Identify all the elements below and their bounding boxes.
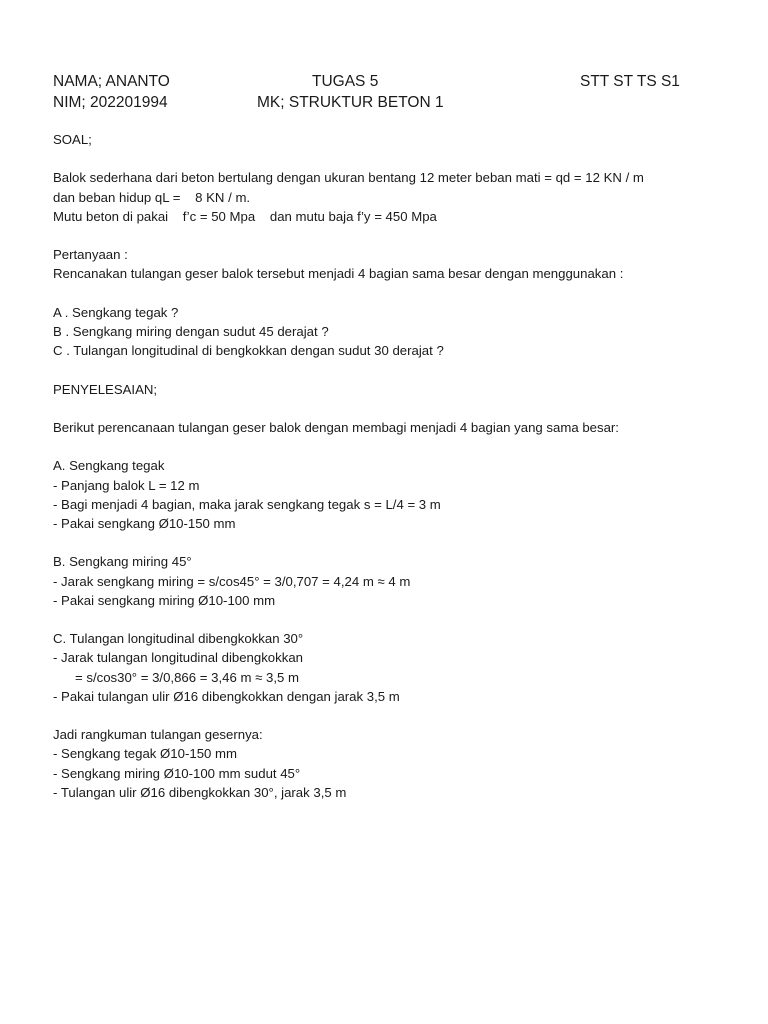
spacer [53,610,733,629]
spacer [53,284,733,303]
section-a-line: - Pakai sengkang Ø10-150 mm [53,515,236,531]
section-a-line: - Bagi menjadi 4 bagian, maka jarak sengkang tegak s = L/4 = 3 m [53,496,441,512]
header-institution: STT ST TS S1 [580,73,680,90]
penyelesaian-intro: Berikut perencanaan tulangan geser balok dengan membagi menjadi 4 bagian yang sama besar: [53,419,619,435]
soal-line: Mutu beton di pakai f’c = 50 Mpa dan mutu baja f’y = 450 Mpa [53,208,437,224]
document-body [53,130,733,802]
pertanyaan-intro: Rencanakan tulangan geser balok tersebut menjadi 4 bagian sama besar dengan menggunakan : [53,266,624,282]
spacer [53,360,733,379]
header-nama: NAMA; ANANTO [53,73,170,90]
penyelesaian-heading: PENYELESAIAN; [53,381,158,397]
section-b-line: - Pakai sengkang miring Ø10-100 mm [53,592,276,608]
pertanyaan-item: A . Sengkang tegak ? [53,304,179,320]
section-a-line: - Panjang balok L = 12 m [53,477,200,493]
spacer [53,149,733,168]
section-b-title: B. Sengkang miring 45° [53,554,192,570]
summary-line: - Tulangan ulir Ø16 dibengkokkan 30°, jarak 3,5 m [53,784,347,800]
summary-title: Jadi rangkuman tulangan gesernya: [53,727,263,743]
spacer [53,533,733,552]
header-nim: NIM; 202201994 [53,94,168,111]
soal-line: Balok sederhana dari beton bertulang dengan ukuran bentang 12 meter beban mati = qd = 12 KN / m [53,170,644,186]
section-c-line: = s/cos30° = 3/0,866 = 3,46 m ≈ 3,5 m [53,669,299,685]
header-mk: MK; STRUKTUR BETON 1 [257,94,444,111]
spacer [53,706,733,725]
pertanyaan-heading: Pertanyaan : [53,247,128,263]
section-b-line: - Jarak sengkang miring = s/cos45° = 3/0,707 = 4,24 m ≈ 4 m [53,573,411,589]
section-c-line: - Pakai tulangan ulir Ø16 dibengkokkan dengan jarak 3,5 m [53,688,400,704]
summary-line: - Sengkang miring Ø10-100 mm sudut 45° [53,765,301,781]
spacer [53,437,733,456]
pertanyaan-item: B . Sengkang miring dengan sudut 45 derajat ? [53,323,329,339]
summary-line: - Sengkang tegak Ø10-150 mm [53,746,237,762]
soal-line: dan beban hidup qL = 8 KN / m. [53,189,251,205]
spacer [53,399,733,418]
section-a-title: A. Sengkang tegak [53,458,165,474]
header-tugas: TUGAS 5 [312,73,379,90]
spacer [53,226,733,245]
soal-heading: SOAL; [53,132,92,147]
section-c-title: C. Tulangan longitudinal dibengkokkan 30° [53,631,304,647]
pertanyaan-item: C . Tulangan longitudinal di bengkokkan dengan sudut 30 derajat ? [53,343,444,359]
section-c-line: - Jarak tulangan longitudinal dibengkokkan [53,650,304,666]
